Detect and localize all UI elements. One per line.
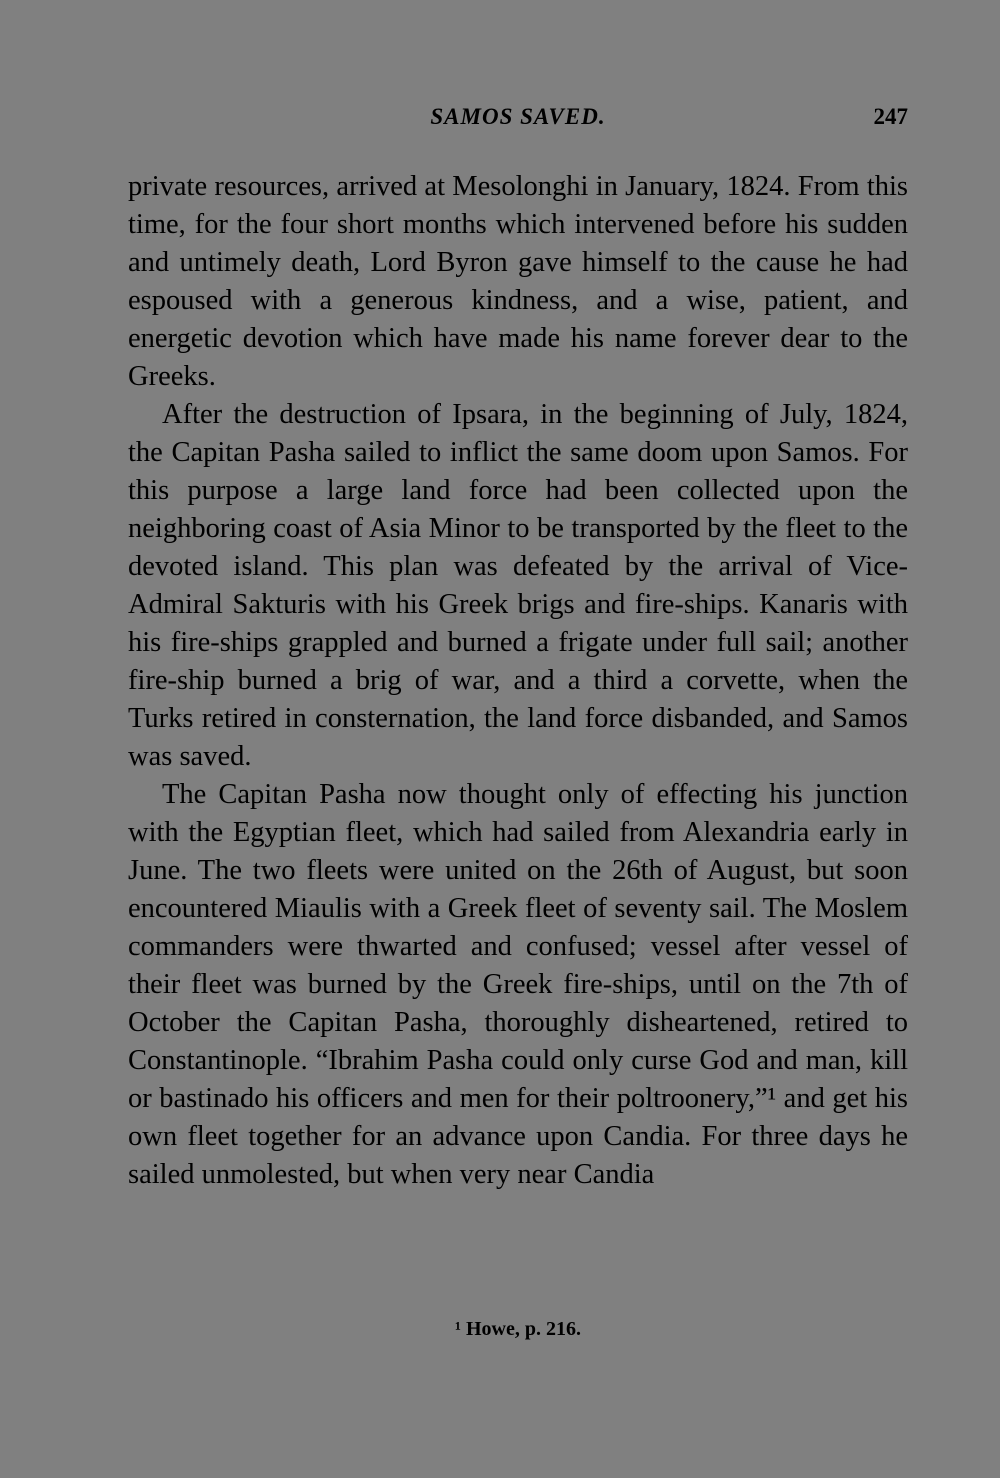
- paragraph-capitan-pasha: The Capitan Pasha now thought only of effecting his junction with the Egyptian fleet, which had sailed from Alexandria early in June. The two fleets were united on the 26th of August, but soon encountered Miaulis with a Greek fleet of seventy sail. The Moslem commanders were thwarted and confused; vessel after vessel of their fleet was burned by the Greek fire-ships, until on the 7th of October the Capitan Pasha, thoroughly disheartened, retired to Constantinople. “Ibrahim Pasha could only curse God and man, kill or bastinado his officers and men for their poltroonery,”¹ and get his own fleet together for an advance upon Candia. For three days he sailed unmolested, but when very near Candia: [128, 779, 908, 1190]
- book-page: [128, 0, 908, 1478]
- running-head: [128, 100, 908, 140]
- paragraph-samos: After the destruction of Ipsara, in the beginning of July, 1824, the Capitan Pasha sailed to inflict the same doom upon Samos. For this purpose a large land force had been collected upon the neighboring coast of Asia Minor to be transported by the fleet to the devoted island. This plan was defeated by the arrival of Vice-Admiral Sakturis with his Greek brigs and fire-ships. Kanaris with his fire-ships grappled and burned a frigate under full sail; another fire-ship burned a brig of war, and a third a corvette, when the Turks retired in consternation, the land force disbanded, and Samos was saved.: [128, 399, 908, 772]
- footnote: ¹ Howe, p. 216.: [455, 1318, 581, 1340]
- body-text: [128, 168, 908, 1194]
- page-number: 247: [873, 104, 908, 129]
- paragraph-continued: private resources, arrived at Mesolonghi in January, 1824. From this time, for the four short months which intervened before his sudden and untimely death, Lord Byron gave himself to the cause he had espoused with a generous kindness, and a wise, patient, and energetic devotion which have made his name forever dear to the Greeks.: [128, 171, 908, 392]
- running-title: SAMOS SAVED.: [430, 104, 606, 129]
